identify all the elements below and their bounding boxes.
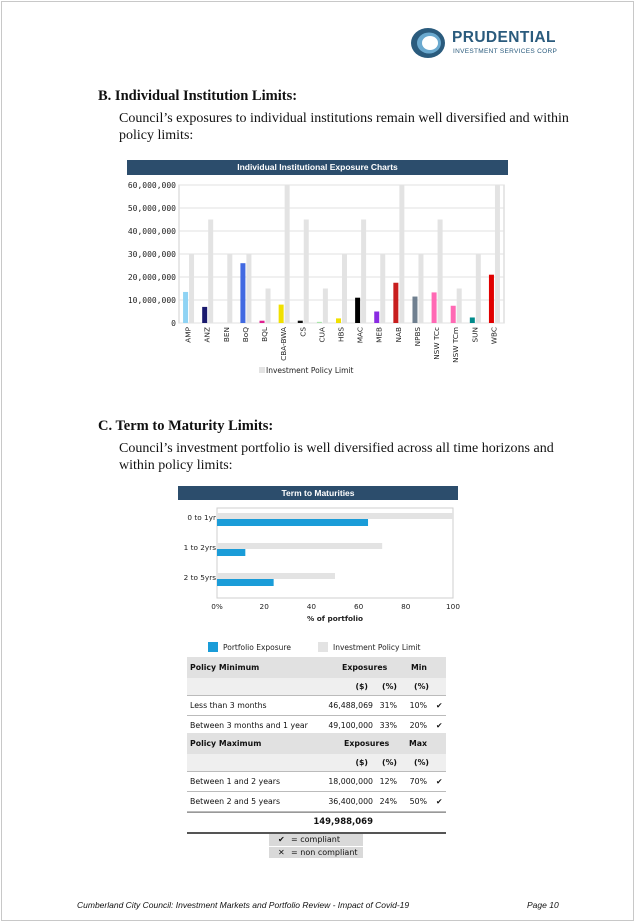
- x-tick-label: CS: [298, 327, 308, 337]
- exposure-bar: [489, 275, 494, 323]
- footer-title: Cumberland City Council: Investment Markets and Portfolio Review - Impact of Covid-19: [77, 900, 410, 910]
- policy-limit-bar: [361, 220, 366, 324]
- y-tick-label: 10,000,000: [127, 296, 176, 305]
- row-amount: 49,100,000: [328, 721, 373, 730]
- unit-dollar: ($): [355, 758, 368, 767]
- y-tick-label: 30,000,000: [127, 250, 176, 259]
- row-pct: 12%: [379, 777, 397, 786]
- term-to-maturity-chart: [178, 486, 460, 652]
- logo-name: PRUDENTIAL: [452, 29, 556, 46]
- x-tick-label: 0%: [211, 602, 223, 611]
- x-tick-label: NAB: [393, 327, 403, 343]
- page-number: Page 10: [527, 900, 559, 910]
- check-icon: ✔: [436, 777, 443, 786]
- row-pct: 33%: [379, 721, 397, 730]
- legend-label: Portfolio Exposure: [223, 643, 291, 652]
- policy-limit-bar: [476, 254, 481, 323]
- policy-limit-bar: [217, 543, 382, 549]
- x-tick-label: BoQ: [240, 327, 250, 343]
- table-row: [187, 792, 446, 812]
- exposure-bar: [355, 298, 360, 323]
- key-non-compliant-label: = non compliant: [291, 848, 358, 857]
- x-tick-label: MAC: [355, 327, 365, 344]
- unit-limit: (%): [414, 758, 429, 767]
- y-tick-label: 40,000,000: [127, 227, 176, 236]
- header-label: Policy Maximum: [190, 739, 262, 748]
- x-tick-label: NSW TCm: [451, 327, 461, 363]
- category-label: 1 to 2yrs: [183, 543, 216, 552]
- policy-limit-bar: [380, 254, 385, 323]
- legend-swatch: [259, 367, 265, 373]
- x-tick-label: NPBS: [412, 327, 422, 347]
- section-b-paragraph: Council’s exposures to individual institutions remain well diversified and within policy limits:: [119, 111, 569, 143]
- x-tick-label: BQL: [260, 327, 270, 342]
- exposure-bar: [260, 321, 265, 323]
- units-row: [187, 754, 446, 772]
- policy-limit-bar: [285, 185, 290, 323]
- exposure-bar: [470, 317, 475, 323]
- policy-limit-bar: [217, 573, 335, 579]
- x-axis-label: % of portfolio: [306, 614, 364, 623]
- key-non-compliant: [269, 846, 363, 859]
- x-tick-label: 80: [401, 602, 411, 611]
- policy-limit-bar: [227, 254, 232, 323]
- check-icon: ✔: [436, 701, 443, 710]
- x-tick-label: BEN: [221, 327, 231, 343]
- x-tick-label: SUN: [470, 327, 480, 343]
- logo-tagline: INVESTMENT SERVICES CORP: [453, 48, 558, 55]
- table-row: [187, 696, 446, 716]
- policy-limit-bar: [457, 289, 462, 324]
- y-tick-label: 50,000,000: [127, 204, 176, 213]
- exposure-bar: [412, 297, 417, 323]
- table-row: [187, 772, 446, 792]
- unit-dollar: ($): [355, 682, 368, 691]
- x-tick-label: 40: [306, 602, 317, 611]
- x-tick-label: 100: [446, 602, 460, 611]
- check-icon: ✔: [436, 721, 443, 730]
- policy-limit-bar: [208, 220, 213, 324]
- row-amount: 46,488,069: [328, 701, 373, 710]
- row-pct: 24%: [379, 797, 397, 806]
- policy-limit-bar: [246, 254, 251, 323]
- row-label: Less than 3 months: [190, 701, 267, 710]
- exposure-bar: [279, 305, 284, 323]
- policy-limit-bar: [323, 289, 328, 324]
- table-header: [187, 657, 446, 678]
- units-row: [187, 678, 446, 696]
- y-tick-label: 0: [171, 319, 176, 328]
- exposure-bar: [240, 263, 245, 323]
- check-icon: ✔: [278, 835, 285, 844]
- total-amount: 149,988,069: [313, 817, 373, 827]
- exposure-bar: [217, 549, 245, 556]
- policy-limit-bar: [495, 185, 500, 323]
- y-tick-label: 20,000,000: [127, 273, 176, 282]
- chart-title: Term to Maturities: [178, 486, 458, 500]
- policy-limit-bar: [189, 254, 194, 323]
- row-limit: 10%: [409, 701, 427, 710]
- chart-title: Individual Institutional Exposure Charts: [127, 160, 508, 175]
- policy-minimum-table: [187, 657, 446, 736]
- exposure-bar: [432, 292, 437, 323]
- row-label: Between 2 and 5 years: [190, 797, 281, 806]
- unit-pct: (%): [382, 758, 397, 767]
- x-tick-label: MEB: [374, 327, 384, 343]
- exposure-bar: [336, 318, 341, 323]
- unit-limit: (%): [414, 682, 429, 691]
- logo-rings-icon: [409, 26, 449, 60]
- x-tick-label: AMP: [183, 327, 193, 343]
- institution-chart-svg: [127, 175, 508, 380]
- header-limit: Min: [411, 663, 427, 672]
- row-amount: 36,400,000: [328, 797, 373, 806]
- policy-limit-bar: [418, 254, 423, 323]
- row-limit: 70%: [409, 777, 427, 786]
- category-label: 0 to 1yr: [187, 513, 216, 522]
- x-tick-label: HBS: [336, 327, 346, 342]
- policy-limit-bar: [438, 220, 443, 324]
- category-label: 2 to 5yrs: [183, 573, 216, 582]
- policy-limit-bar: [342, 254, 347, 323]
- total-row: [187, 812, 446, 834]
- exposure-bar: [298, 321, 303, 323]
- key-compliant: [269, 834, 363, 846]
- row-limit: 50%: [409, 797, 427, 806]
- compliance-key: [269, 834, 363, 858]
- exposure-bar: [217, 579, 274, 586]
- maturity-chart-svg: [178, 500, 460, 652]
- x-tick-label: NSW TCc: [432, 327, 442, 360]
- section-c-heading: C. Term to Maturity Limits:: [98, 418, 274, 434]
- exposure-bar: [374, 312, 379, 324]
- policy-limit-bar: [304, 220, 309, 324]
- row-pct: 31%: [379, 701, 397, 710]
- x-tick-label: 60: [353, 602, 364, 611]
- unit-pct: (%): [382, 682, 397, 691]
- exposure-bar: [202, 307, 207, 323]
- prudential-logo: [409, 26, 559, 60]
- legend-label: Investment Policy Limit: [266, 366, 354, 375]
- section-b-heading: B. Individual Institution Limits:: [98, 88, 298, 104]
- header-exposures: Exposures: [342, 663, 388, 672]
- institution-exposure-chart: [127, 160, 508, 380]
- policy-maximum-table: [187, 733, 446, 834]
- x-tick-label: CBA-BWA: [279, 327, 289, 361]
- policy-limit-bar: [399, 185, 404, 323]
- row-label: Between 1 and 2 years: [190, 777, 281, 786]
- y-tick-label: 60,000,000: [127, 181, 176, 190]
- cross-icon: ✕: [278, 848, 285, 857]
- row-label: Between 3 months and 1 year: [190, 721, 308, 730]
- policy-limit-bar: [266, 289, 271, 324]
- row-limit: 20%: [409, 721, 427, 730]
- legend-swatch: [208, 642, 218, 652]
- x-tick-label: WBC: [489, 327, 499, 345]
- section-c-paragraph: Council’s investment portfolio is well diversified across all time horizons and within policy limits:: [119, 441, 554, 473]
- legend-label: Investment Policy Limit: [333, 643, 421, 652]
- table-header: [187, 733, 446, 754]
- x-tick-label: ANZ: [202, 327, 212, 343]
- x-tick-label: 20: [259, 602, 269, 611]
- policy-limit-bar: [217, 513, 453, 519]
- exposure-bar: [217, 519, 368, 526]
- header-label: Policy Minimum: [190, 663, 260, 672]
- exposure-bar: [317, 322, 322, 323]
- key-compliant-label: = compliant: [291, 835, 340, 844]
- exposure-bar: [451, 306, 456, 323]
- exposure-bar: [393, 283, 398, 323]
- header-limit: Max: [409, 739, 428, 748]
- row-amount: 18,000,000: [328, 777, 373, 786]
- check-icon: ✔: [436, 797, 443, 806]
- legend-swatch: [318, 642, 328, 652]
- header-exposures: Exposures: [344, 739, 390, 748]
- exposure-bar: [183, 292, 188, 323]
- x-tick-label: CUA: [317, 327, 327, 343]
